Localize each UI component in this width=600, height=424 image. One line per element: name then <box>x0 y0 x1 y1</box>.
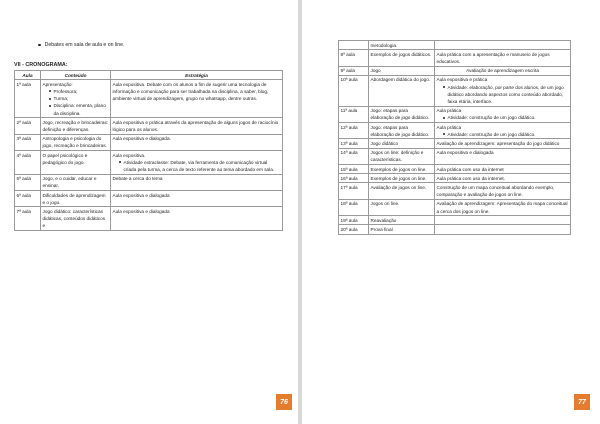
estrategia-intro: Aula expositiva. <box>112 152 146 158</box>
aula-cell: 8ª aula <box>339 50 369 66</box>
estrategia-list <box>437 131 569 138</box>
estrategia-cell: Aula expositiva e dialogada. <box>111 134 283 150</box>
aula-cell <box>339 41 369 50</box>
list-item-text: Professora; <box>53 88 78 94</box>
aula-cell: 6ª aula <box>15 191 41 207</box>
bullet-text: Debates em sala de aula e on line. <box>44 42 125 48</box>
list-item <box>443 131 569 138</box>
table-row <box>15 174 283 190</box>
bullet-dot-icon <box>443 133 445 135</box>
list-item <box>49 88 109 95</box>
aula-cell: 3ª aula <box>15 134 41 150</box>
header-estrategia: Estratégia <box>111 71 283 80</box>
estrategia-cell <box>435 216 571 225</box>
bullet-dot-icon <box>49 98 51 100</box>
bullet-dot-icon <box>443 86 445 88</box>
table-row <box>15 151 283 175</box>
aula-cell: 11ª aula <box>339 106 369 122</box>
section-title: VII - CRONOGRAMA: <box>14 62 68 68</box>
table-row <box>15 207 283 231</box>
list-item-text: Turma; <box>53 96 69 102</box>
estrategia-intro: Aula prática <box>436 124 462 130</box>
list-item-text: Atividade: construção de um jogo didático. <box>447 115 536 121</box>
bullet-dot-icon <box>38 44 41 47</box>
aula-cell: 20ª aula <box>339 225 369 234</box>
aula-cell: 19ª aula <box>339 216 369 225</box>
table-row <box>15 118 283 134</box>
estrategia-intro: Aula expositiva e prática <box>436 77 488 83</box>
conteudo-cell: Jogo: etapas para elaboração de jogo didático. <box>369 123 435 139</box>
table-row <box>339 165 571 174</box>
list-item-text: Disciplina: ementa, plano da disciplina. <box>53 103 106 116</box>
bullet-dot-icon <box>49 90 51 92</box>
estrategia-list <box>437 84 569 106</box>
estrategia-cell <box>435 123 571 139</box>
bullet-dot-icon <box>443 117 445 119</box>
estrategia-cell: Aula expositiva. Debate com os alunos a fim de sugerir uma tecnologia de informação e comunicação para ser trabalhada na disciplina, a saber, blog, ambiente virtual de aprendizagem, grupo no whatsapp, dentre outras. <box>111 80 283 118</box>
conteudo-cell: Jogo didático: características didáticas, conteúdos didáticos e <box>41 207 111 231</box>
table-row <box>339 50 571 66</box>
conteudo-cell: Abordagem didática do jogo. <box>369 75 435 106</box>
conteudo-cell: Dificuldades de aprendizagem e o jogo. <box>41 191 111 207</box>
list-item-text: Atividade: construção de um jogo didático. <box>447 131 536 137</box>
table-row <box>15 191 283 207</box>
aula-cell: 12ª aula <box>339 123 369 139</box>
estrategia-cell: Aula expositiva e dialogada <box>435 148 571 164</box>
header-conteudo: Conteúdo <box>41 71 111 80</box>
aula-cell: 16ª aula <box>339 174 369 183</box>
estrategia-cell: Avaliação de aprendizagem escrita <box>435 66 571 75</box>
schedule-table-left <box>14 70 283 231</box>
estrategia-cell <box>435 75 571 106</box>
schedule-table-right <box>338 40 571 235</box>
conteudo-cell: Exemplos de jogos on line. <box>369 165 435 174</box>
conteudo-cell: Jogo didático <box>369 139 435 148</box>
conteudo-intro: Apresentação: <box>42 81 73 87</box>
table-row <box>339 183 571 199</box>
estrategia-cell <box>435 41 571 50</box>
aula-cell: 9ª aula <box>339 66 369 75</box>
table-row <box>339 148 571 164</box>
estrategia-cell: Aula prática com a apresentação e manuseio de jogos educativos. <box>435 50 571 66</box>
conteudo-cell: Jogo, e o cuidar, educar e ensinar. <box>41 174 111 190</box>
table-row <box>339 216 571 225</box>
list-item <box>49 95 109 102</box>
conteudo-cell: Exemplos de jogos didáticos. <box>369 50 435 66</box>
bullet-item-debates <box>38 42 124 48</box>
table-row <box>339 75 571 106</box>
estrategia-intro: Aula prática <box>436 108 462 114</box>
aula-cell: 14ª aula <box>339 148 369 164</box>
conteudo-list <box>43 88 109 117</box>
estrategia-cell <box>435 225 571 234</box>
header-aula: Aula <box>15 71 41 80</box>
list-item <box>119 159 281 173</box>
list-item-text: Atividade extraclasse: Debate, via ferramenta de comunicação virtual criada pela turma, a cerca de texto referente ao tema abordado em sala. <box>123 159 275 172</box>
table-row <box>15 80 283 118</box>
conteudo-cell: Jogos on line: definição e características. <box>369 148 435 164</box>
estrategia-cell: Avaliação de aprendizagem: Apresentação do mapa conceitual a cerca dos jogos on line. <box>435 199 571 215</box>
aula-cell: 10ª aula <box>339 75 369 106</box>
estrategia-cell <box>435 106 571 122</box>
aula-cell: 1ª aula <box>15 80 41 118</box>
aula-cell: 17ª aula <box>339 183 369 199</box>
aula-cell: 2ª aula <box>15 118 41 134</box>
aula-cell: 15ª aula <box>339 165 369 174</box>
estrategia-cell: Avaliação de aprendizagem: apresentação do jogo didático <box>435 139 571 148</box>
table-row <box>339 41 571 50</box>
conteudo-cell: O papel psicológico e pedagógico do jogo. <box>41 151 111 175</box>
table-row <box>339 66 571 75</box>
table-row <box>15 134 283 150</box>
list-item <box>49 102 109 116</box>
conteudo-cell: Avaliação de jogos on line. <box>369 183 435 199</box>
conteudo-cell: Jogos on line. <box>369 199 435 215</box>
table-row <box>339 225 571 234</box>
aula-cell: 13ª aula <box>339 139 369 148</box>
table-row <box>339 123 571 139</box>
conteudo-cell: Jogo: etapas para elaboração de jogo didático. <box>369 106 435 122</box>
table-row <box>339 106 571 122</box>
conteudo-cell: Jogo, recreação e brincadeiras: definição e diferenças. <box>41 118 111 134</box>
aula-cell: 18ª aula <box>339 199 369 215</box>
conteudo-cell: Prova final <box>369 225 435 234</box>
list-item <box>443 114 569 121</box>
left-page <box>0 0 298 424</box>
aula-cell: 4ª aula <box>15 151 41 175</box>
estrategia-list <box>113 159 281 173</box>
estrategia-cell: Aula prática com uso da internet <box>435 165 571 174</box>
table-row <box>339 199 571 215</box>
right-page <box>302 0 600 424</box>
estrategia-cell: Aula expositiva e dialogada <box>111 207 283 231</box>
estrategia-cell <box>111 151 283 175</box>
estrategia-cell: Aula expositiva e dialogada <box>111 191 283 207</box>
list-item <box>443 84 569 106</box>
estrategia-list <box>437 114 569 121</box>
estrategia-cell: Aula prática com uso da internet. <box>435 174 571 183</box>
aula-cell: 5ª aula <box>15 174 41 190</box>
conteudo-cell: metodologia. <box>369 41 435 50</box>
table-row <box>339 174 571 183</box>
conteudo-cell: Exemplos de jogos on line. <box>369 174 435 183</box>
conteudo-cell <box>41 80 111 118</box>
estrategia-cell: Aula expositiva e prática através da apresentação de alguns jogos de raciocínio lógico para os alunos. <box>111 118 283 134</box>
table-header-row <box>15 71 283 80</box>
conteudo-cell: Antropologia e psicologia do jogo, recreação e brincadeiras. <box>41 134 111 150</box>
conteudo-cell: Jogo <box>369 66 435 75</box>
list-item-text: Atividade: elaboração, por parte dos alunos, de um jogo didático abordando aspectos como conteúdo abordado, faixa etária, interface. <box>447 84 564 104</box>
estrategia-cell: Construção de um mapa conceitual abordando exemplo, comparação e avaliação de jogos on line. <box>435 183 571 199</box>
conteudo-cell: Reavaliação <box>369 216 435 225</box>
table-row <box>339 139 571 148</box>
estrategia-cell: Debate a cerca do tema <box>111 174 283 190</box>
aula-cell: 7ª aula <box>15 207 41 231</box>
bullet-dot-icon <box>49 105 51 107</box>
bullet-dot-icon <box>119 161 121 163</box>
page-number-badge: 76 <box>276 394 292 410</box>
page-number-badge: 77 <box>574 394 590 410</box>
